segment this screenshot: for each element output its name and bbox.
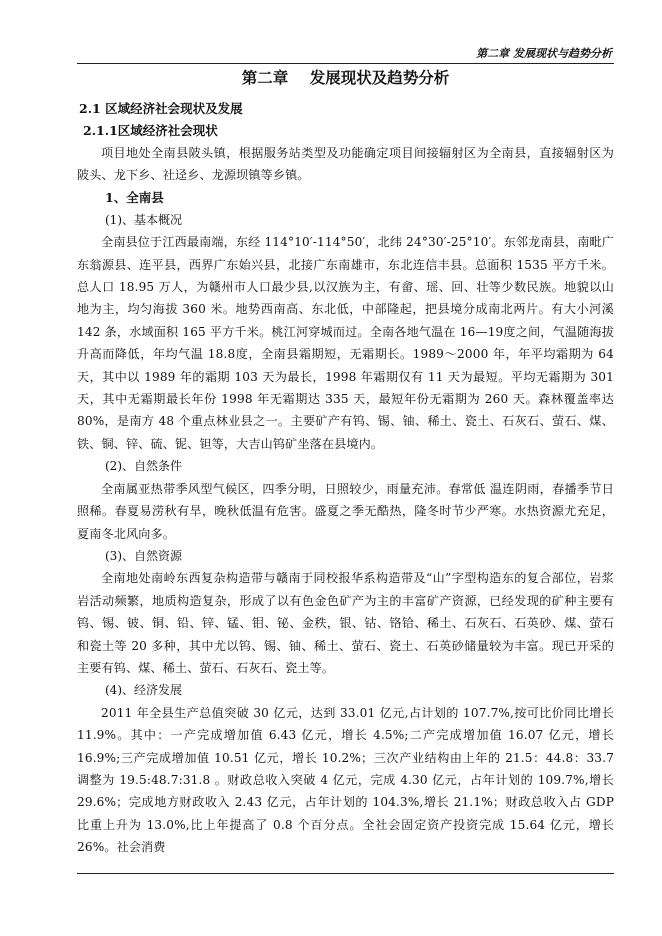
- economic-development-heading: (4)、经济发展: [105, 683, 182, 698]
- intro-paragraph: 项目地处全南县陂头镇，根据服务站类型及功能确定项目间接辐射区为全南县，直接辐射区为陂头、龙下乡、社迳乡、龙源坝镇等乡镇。: [77, 146, 614, 183]
- section-heading-2-1: 2.1 区域经济社会现状及发展: [79, 101, 243, 116]
- basic-overview-heading: (1)、基本概况: [105, 212, 182, 227]
- county-heading: 1、全南县: [105, 189, 164, 205]
- natural-conditions-paragraph: 全南属亚热带季风型气候区，四季分明，日照较少，雨量充沛。春常低 温连阴雨，春播季节日照稀。春夏易涝秋有旱，晚秋低温有危害。盛夏之季无酷热，隆冬时节少严寒。水热资源尤充足，夏南冬北风向多。: [77, 481, 614, 541]
- natural-resources-paragraph: 全南地处南岭东西复杂构造带与赣南于同校报华系构造带及“山”字型构造东的复合部位，岩浆岩活动频繁，地质构造复杂，形成了以有色金色矿产为主的丰富矿产资源，已经发现的矿种主要有钨、锡、铍、铜、铅、锌、锰、钼、铋、金秩，银、钴、铬铪、稀土、石灰石、石英砂、煤、萤石和瓷土等 20 多种，其中尤以钨、锡、铀、稀土、萤石、瓷土、石英砂储量较为丰富。现已开采的主要有钨、煤、稀土、萤石、石灰石、瓷土等。: [77, 571, 614, 675]
- running-header: 第二章 发展现状与趋势分析: [476, 47, 612, 60]
- section-heading-2-1-1: 2.1.1区域经济社会现状: [83, 123, 218, 138]
- natural-conditions-heading: (2)、自然条件: [105, 459, 182, 474]
- basic-overview-paragraph: 全南县位于江西最南端，东经 114°10′-114°50′，北纬 24°30′-25°10′。东邻龙南县，南毗广东翁源县、连平县，西界广东始兴县，北接广东南雄市，东北连信丰县。总面积 1535 平方千米。总人口 18.95 万人，为赣州市人口最少县,以汉族为主，有畲、瑶、回、壮等少数民族。地貌以山地为主，均匀海拔 360 米。地势西南高、东北低，中部隆起，把县境分成南北两片。有大小河溪 142 条，水域面积 165 平方千米。桃江河穿城而过。全南各地气温在 16—19度之间，气温随海拔升高而降低，年均气温 18.8度，全南县霜期短，无霜期长。1989～2000 年，年平均霜期为 64 天，其中以 1989 年的霜期 103 天为最长，1998 年霜期仅有 11 天为最短。平均无霜期为 301 天，其中无霜期最长年份 1998 年无霜期达 335 天，最短年份无霜期为 260 天。森林覆盖率达 80%，是南方 48 个重点林业县之一。主要矿产有钨、锡、铀、稀土、瓷土、石灰石、萤石、煤、铁、铜、锌、硫、铌、钽等，大吉山钨矿坐落在县境内。: [77, 235, 614, 451]
- footer-rule: [77, 873, 614, 874]
- header-rule: [77, 63, 614, 64]
- natural-resources-heading: (3)、自然资源: [105, 548, 182, 563]
- economic-development-paragraph: 2011 年全县生产总值突破 30 亿元，达到 33.01 亿元,占计划的 107.7%,按可比价同比增长 11.9%。其中：一产完成增加值 6.43 亿元，增长 4.5%;二产完成增加值 16.07 亿元，增长 16.9%;三产完成增加值 10.51 亿元，增长 10.2%；三次产业结构由上年的 21.5：44.8：33.7 调整为 19.5:48.7:31.8 。财政总收入突破 4 亿元，完成 4.30 亿元，占年计划的 109.7%,增长 29.6%；完成地方财政收入 2.43 亿元，占年计划的 104.3%,增长 21.1%；财政总收入占 GDP 比重上升为 13.0%,比上年提高了 0.8 个百分点。全社会固定资产投资完成 15.64 亿元，增长 26%。社会消费: [77, 705, 614, 855]
- chapter-title: 第二章 发展现状及趋势分析: [241, 68, 450, 87]
- page-content: [77, 66, 614, 859]
